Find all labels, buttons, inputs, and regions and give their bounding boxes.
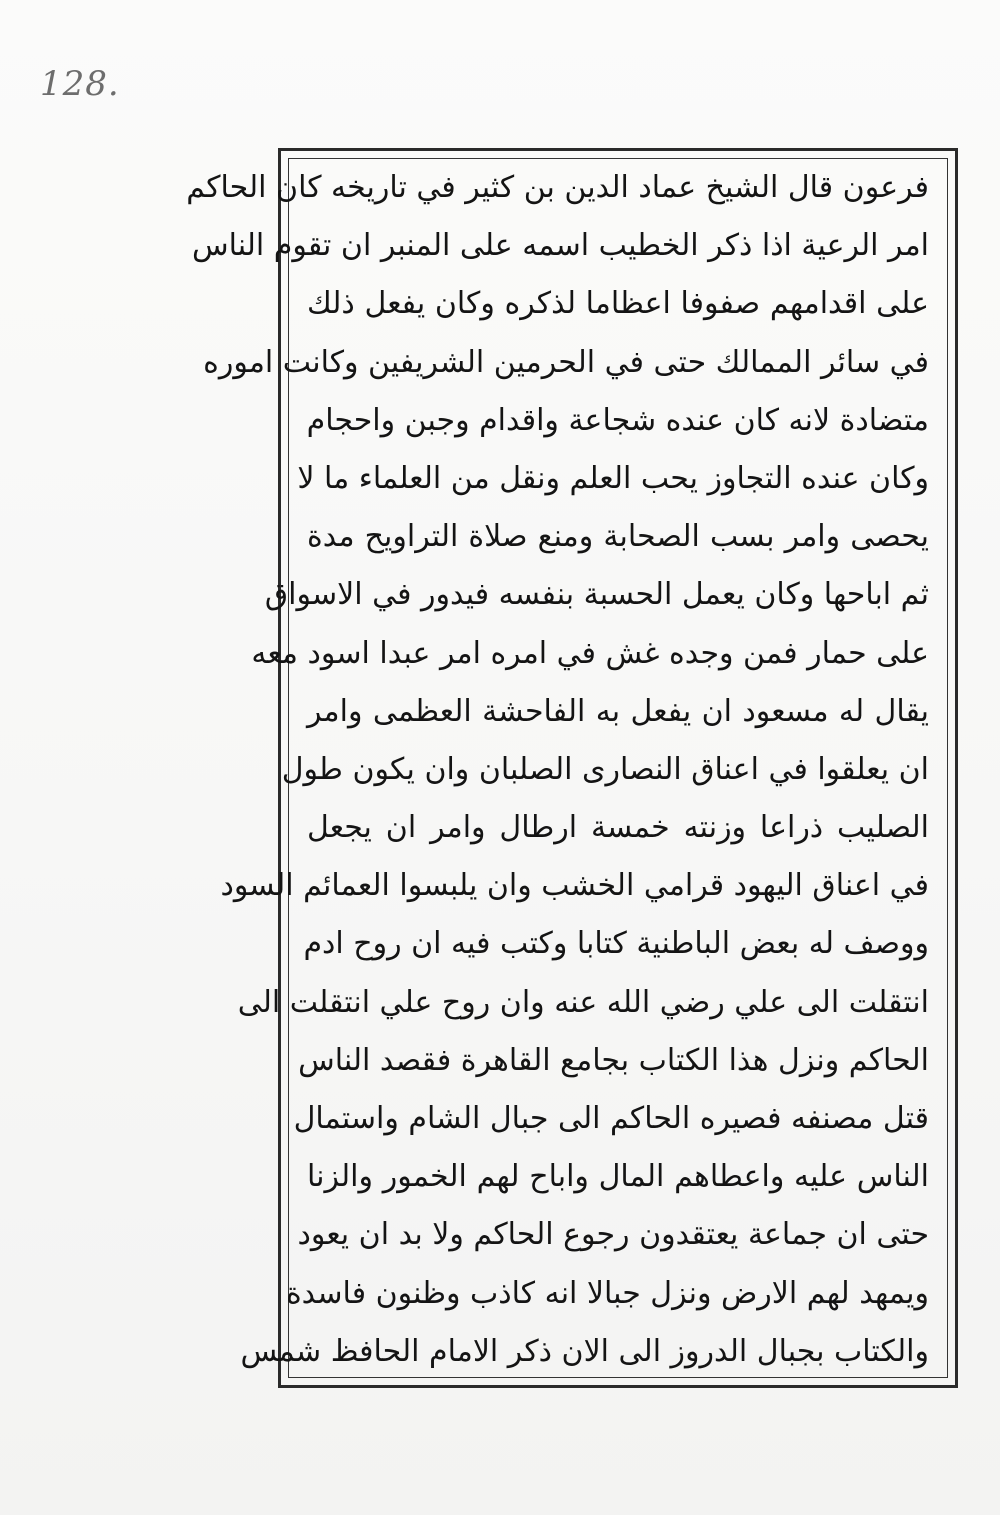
manuscript-line-14: ووصف له بعض الباطنية كتابا وكتب فيه ان روح ادم	[303, 926, 929, 962]
manuscript-line-9: على حمار فمن وجده غش في امره امر عبدا اسود معه	[251, 635, 929, 671]
manuscript-line-5: متضادة لانه كان عنده شجاعة واقدام وجبن واحجام	[306, 402, 929, 438]
manuscript-line-6: وكان عنده التجاوز يحب العلم ونقل من العلماء ما لا	[297, 460, 929, 496]
manuscript-line-1: فرعون قال الشيخ عماد الدين بن كثير في تاريخه كان الحاكم	[186, 170, 929, 205]
manuscript-line-16: الحاكم ونزل هذا الكتاب بجامع القاهرة فقصد الناس	[298, 1042, 929, 1078]
manuscript-line-13: في اعناق اليهود قرامي الخشب وان يلبسوا العمائم السود	[220, 868, 929, 904]
manuscript-line-17: قتل مصنفه فصيره الحاكم الى جبال الشام واستمال	[293, 1101, 929, 1136]
manuscript-line-15: انتقلت الى علي رضي الله عنه وان روح علي انتقلت الى	[237, 984, 929, 1020]
manuscript-line-20: ويمهد لهم الارض ونزل جبالا انه كاذب وظنون فاسدة	[285, 1275, 929, 1311]
manuscript-line-8: ثم اباحها وكان يعمل الحسبة بنفسه فيدور في الاسواق	[264, 577, 929, 613]
manuscript-line-3: على اقدامهم صفوفا اعظاما لذكره وكان يفعل ذلك	[307, 286, 929, 322]
manuscript-line-11: ان يعلقوا في اعناق النصارى الصلبان وان يكون طول	[281, 751, 929, 787]
manuscript-line-19: حتى ان جماعة يعتقدون رجوع الحاكم ولا بد ان يعود	[297, 1217, 929, 1253]
folio-number: 128.	[40, 64, 120, 104]
text-frame	[186, 148, 958, 1388]
manuscript-line-21: والكتاب بجبال الدروز الى الان ذكر الامام الحافظ شمس	[240, 1333, 929, 1369]
manuscript-line-18: الناس عليه واعطاهم المال واباح لهم الخمور والزنا	[307, 1159, 929, 1195]
manuscript-line-10: يقال له مسعود ان يفعل به الفاحشة العظمى وامر	[307, 693, 929, 729]
manuscript-line-2: امر الرعية اذا ذكر الخطيب اسمه على المنبر ان تقوم الناس	[191, 228, 929, 264]
manuscript-line-7: يحصى وامر بسب الصحابة ومنع صلاة التراويح مدة	[307, 519, 929, 555]
manuscript-text-block	[186, 163, 929, 1377]
manuscript-line-4: في سائر الممالك حتى في الحرمين الشريفين وكانت اموره	[203, 344, 929, 380]
manuscript-line-12: الصليب ذراعا وزنته خمسة ارطال وامر ان يجعل	[307, 810, 929, 846]
